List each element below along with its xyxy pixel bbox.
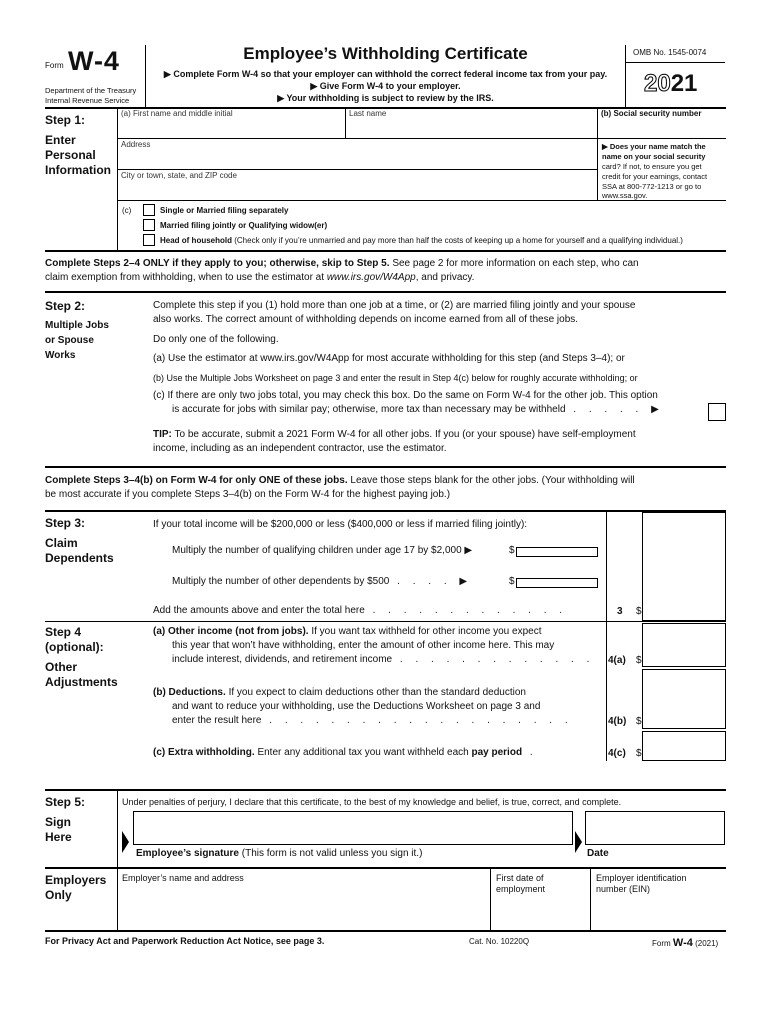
hoh-checkbox[interactable]	[143, 234, 155, 246]
step3-heading-2: Dependents	[45, 551, 114, 565]
omb-number: OMB No. 1545-0074	[633, 48, 707, 57]
intro-line-1: Complete Steps 2–4 ONLY if they apply to you; otherwise, skip to Step 5. See page 2 for more information on each step, who can	[45, 258, 639, 269]
mid-note-1: Complete Steps 3–4(b) on Form W-4 for only ONE of these jobs. Leave those steps blank for the other jobs. (Your withholding will	[45, 475, 635, 486]
step5-label: Step 5:	[45, 795, 86, 809]
line-4a-dollar: $	[636, 655, 642, 666]
step4-heading-1: Other	[45, 660, 78, 674]
dept-line-1: Department of the Treasury	[45, 86, 137, 95]
name-note-3: card? If not, to ensure you get	[602, 162, 702, 171]
ein-input[interactable]	[591, 896, 725, 928]
instruction-1: ▶ Complete Form W-4 so that your employer can withhold the correct federal income tax from your pay.	[163, 69, 608, 79]
city-label: City or town, state, and ZIP code	[121, 171, 237, 180]
line-4b-input[interactable]	[642, 669, 726, 729]
privacy-notice: For Privacy Act and Paperwork Reduction Act Notice, see page 3.	[45, 936, 325, 946]
deductions-line-2: and want to reduce your withholding, use the Deductions Worksheet on page 3 and	[172, 701, 541, 712]
other-dependents-dollar: $	[509, 576, 515, 587]
line-4c-number: 4(c)	[608, 748, 626, 759]
intro-line-2: claim exemption from withholding, when to use the estimator at www.irs.gov/W4App, and privacy.	[45, 272, 475, 283]
catalog-number: Cat. No. 10220Q	[469, 937, 530, 946]
name-note-2: name on your social security	[602, 152, 706, 161]
step2-option-a: (a) Use the estimator at www.irs.gov/W4App for most accurate withholding for this step (and Steps 3–4); or	[153, 353, 625, 364]
last-name-label: Last name	[349, 109, 387, 118]
signature-label: Employee’s signature (This form is not valid unless you sign it.)	[136, 848, 423, 859]
line-3-number: 3	[617, 606, 623, 617]
step2-option-c-1: (c) If there are only two jobs total, you may check this box. Do the same on Form W-4 for the other job. This option	[153, 390, 658, 401]
employer-name-input[interactable]	[118, 886, 489, 928]
step2-option-b: (b) Use the Multiple Jobs Worksheet on page 3 and enter the result in Step 4(c) below for roughly accurate withholding; or	[153, 373, 638, 383]
ein-label-2: number (EIN)	[596, 884, 651, 894]
line-4b-number: 4(b)	[608, 716, 627, 727]
step2-heading-2: or Spouse	[45, 335, 94, 346]
other-income-line-1: (a) Other income (not from jobs). If you want tax withheld for other income you expect	[153, 626, 542, 637]
deductions-line-1: (b) Deductions. If you expect to claim deductions other than the standard deduction	[153, 687, 526, 698]
date-input[interactable]	[585, 811, 725, 845]
form-word: Form	[45, 61, 64, 70]
tip-line-1: TIP: To be accurate, submit a 2021 Form W-4 for all other jobs. If you (or your spouse) have self-employment	[153, 429, 636, 440]
first-date-label-1: First date of	[496, 873, 544, 883]
instruction-3: ▶ Your withholding is subject to review by the IRS.	[277, 93, 494, 103]
step2-intro-2: also works. The correct amount of withholding depends on income earned from all of these jobs.	[153, 314, 579, 325]
step2-label: Step 2:	[45, 299, 86, 313]
step2-intro-1: Complete this step if you (1) hold more than one job at a time, or (2) are married filing jointly and your spouse	[153, 300, 636, 311]
date-label: Date	[587, 848, 609, 859]
step1-heading-2: Personal	[45, 148, 96, 162]
step5-heading-1: Sign	[45, 815, 71, 829]
employers-heading-2: Only	[45, 888, 72, 902]
ein-label-1: Employer identification	[596, 873, 687, 883]
first-date-input[interactable]	[491, 896, 589, 928]
step3-label: Step 3:	[45, 516, 86, 530]
employer-name-label: Employer’s name and address	[122, 873, 244, 883]
other-dependents-input[interactable]	[516, 578, 598, 588]
footer-form-id: Form W-4 (2021)	[652, 937, 719, 949]
other-income-line-3: include interest, dividends, and retirement income . . . . . . . . . . . . .	[172, 654, 595, 665]
estimator-link[interactable]: www.irs.gov/W4App	[326, 272, 416, 283]
step1-label: Step 1:	[45, 113, 86, 127]
filing-status-label: (c)	[122, 206, 132, 215]
perjury-statement: Under penalties of perjury, I declare that this certificate, to the best of my knowledge and belief, is true, correct, and complete.	[122, 797, 622, 807]
tip-line-2: income, including as an independent contractor, use the estimator.	[153, 443, 447, 454]
children-amount-input[interactable]	[516, 547, 598, 557]
other-income-line-2: this year that won’t have withholding, enter the amount of other income here. This may	[172, 640, 555, 651]
single-label: Single or Married filing separately	[160, 206, 289, 215]
joint-label: Married filing jointly or Qualifying widow(er)	[160, 221, 328, 230]
signature-input[interactable]	[133, 811, 573, 845]
line-4a-number: 4(a)	[608, 655, 626, 666]
first-name-label: (a) First name and middle initial	[121, 109, 233, 118]
page-title: Employee’s Withholding Certificate	[243, 44, 528, 63]
date-arrow-icon	[575, 831, 582, 853]
step2-do-only: Do only one of the following.	[153, 334, 279, 345]
name-note-5: SSA at 800-772-1213 or go to	[602, 182, 702, 191]
line-3-input[interactable]	[642, 512, 726, 621]
name-note-4: credit for your earnings, contact	[602, 172, 708, 181]
ssn-label: (b) Social security number	[601, 109, 702, 118]
step3-heading-1: Claim	[45, 536, 78, 550]
single-checkbox[interactable]	[143, 204, 155, 216]
dependents-total-label: Add the amounts above and enter the total here . . . . . . . . . . . . .	[153, 605, 568, 616]
line-4c-input[interactable]	[642, 731, 726, 761]
step5-heading-2: Here	[45, 830, 72, 844]
address-label: Address	[121, 140, 151, 149]
hoh-label: Head of household (Check only if you’re unmarried and pay more than half the costs of keeping up a home for yourself and a qualifying individual.)	[160, 236, 683, 245]
step3-intro: If your total income will be $200,000 or less ($400,000 or less if married filing jointly):	[153, 519, 528, 530]
employers-heading-1: Employers	[45, 873, 107, 887]
line-4c-dollar: $	[636, 748, 642, 759]
first-name-input[interactable]	[118, 118, 344, 138]
city-input[interactable]	[118, 180, 597, 200]
children-label: Multiply the number of qualifying children under age 17 by $2,000 ▶	[172, 545, 473, 556]
name-note-6: www.ssa.gov.	[602, 191, 648, 200]
instruction-2: ▶ Give Form W-4 to your employer.	[310, 81, 461, 91]
line-4a-input[interactable]	[642, 623, 726, 667]
extra-withholding-line: (c) Extra withholding. Enter any additional tax you want withheld each pay period .	[153, 747, 538, 758]
line-4b-dollar: $	[636, 716, 642, 727]
step1-heading-1: Enter	[45, 133, 76, 147]
address-input[interactable]	[118, 149, 597, 169]
last-name-input[interactable]	[346, 118, 597, 138]
line-3-dollar: $	[636, 606, 642, 617]
sign-arrow-icon	[122, 831, 129, 853]
step2-heading-3: Works	[45, 350, 76, 361]
tax-year: 2021	[644, 70, 698, 97]
step2-heading-1: Multiple Jobs	[45, 320, 109, 331]
first-date-label-2: employment	[496, 884, 546, 894]
name-note-1: ▶ Does your name match the	[602, 142, 706, 151]
deductions-line-3: enter the result here . . . . . . . . . . . . . . . . . . . .	[172, 715, 573, 726]
dept-line-2: Internal Revenue Service	[45, 96, 130, 105]
form-name: W-4	[68, 46, 120, 76]
mid-note-2: be most accurate if you complete Steps 3–4(b) on the Form W-4 for the highest paying job.)	[45, 489, 451, 500]
step4-heading-2: Adjustments	[45, 675, 118, 689]
joint-checkbox[interactable]	[143, 219, 155, 231]
step2-option-c-2: is accurate for jobs with similar pay; otherwise, more tax than necessary may be withheld . . . . . ▶	[172, 404, 659, 415]
step4-label: Step 4	[45, 625, 82, 639]
step1-heading-3: Information	[45, 163, 111, 177]
children-dollar: $	[509, 545, 515, 556]
step4-optional: (optional):	[45, 640, 104, 654]
two-jobs-checkbox[interactable]	[708, 403, 726, 421]
ssn-input[interactable]	[598, 118, 725, 138]
other-dependents-label: Multiply the number of other dependents by $500 . . . . ▶	[172, 576, 468, 587]
